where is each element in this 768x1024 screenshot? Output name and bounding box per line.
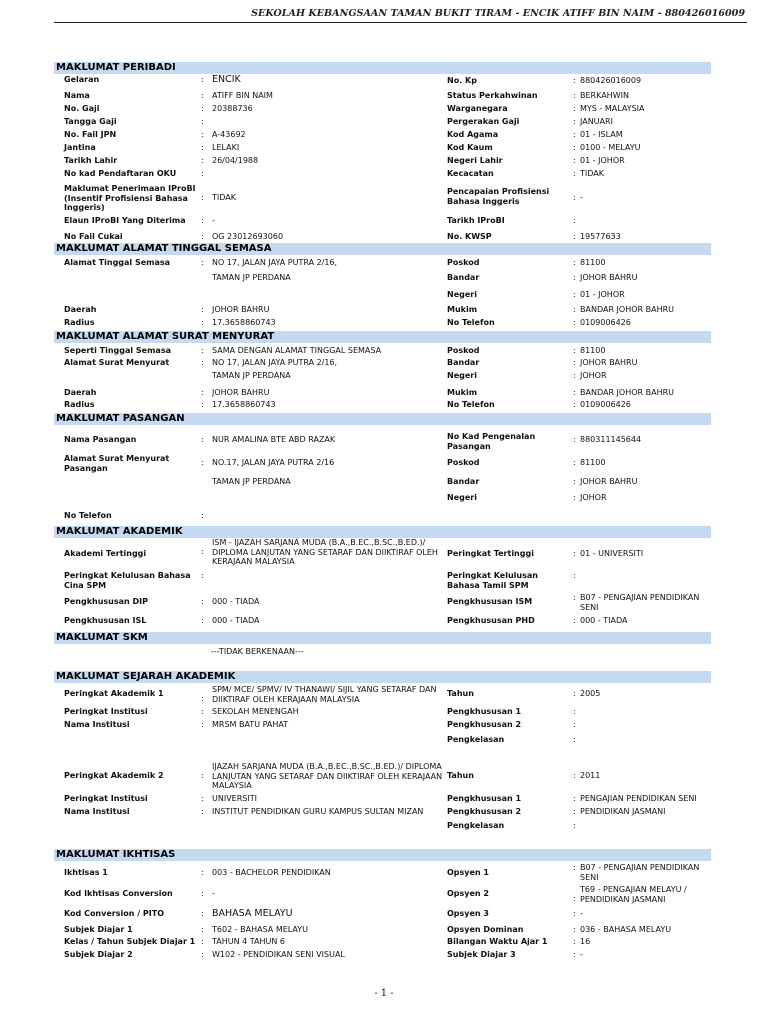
field-label: Warganegara (447, 104, 508, 113)
field-label: No. Kp (447, 76, 477, 85)
field-label: Kod Conversion / PITO (64, 909, 164, 918)
field-label: Daerah (64, 305, 97, 314)
field-value: 000 - TIADA (212, 597, 260, 606)
field-value: BAHASA MELAYU (212, 908, 293, 919)
field-colon: : (573, 318, 576, 327)
field-value: NUR AMALINA BTE ABD RAZAK (212, 435, 336, 444)
field-colon: : (201, 388, 204, 397)
field-value: JOHOR (580, 371, 607, 380)
field-value: UNIVERSITI (212, 794, 257, 803)
field-label: No. KWSP (447, 232, 492, 241)
field-label: Kod Agama (447, 130, 499, 139)
field-colon: : (573, 290, 576, 299)
field-value: 880426016009 (580, 76, 642, 85)
field-colon: : (201, 925, 204, 934)
section-skm: MAKLUMAT SKM (54, 632, 711, 644)
field-value: JOHOR BAHRU (580, 358, 638, 367)
field-colon: : (201, 868, 204, 877)
field-value: 81100 (580, 458, 606, 467)
field-label: Pengkhususan 1 (447, 707, 522, 716)
field-label: Radius (64, 318, 95, 327)
field-value: 0109006426 (580, 400, 631, 409)
field-value: 2005 (580, 689, 601, 698)
field-value: 19577633 (580, 232, 621, 241)
field-value: W102 - PENDIDIKAN SENI VISUAL (212, 950, 345, 959)
field-label: Bandar (447, 358, 480, 367)
field-colon: : (201, 889, 204, 898)
field-colon: : (201, 400, 204, 409)
field-label: No. Fail JPN (64, 130, 117, 139)
field-label: Alamat Surat Menyurat Pasangan (64, 454, 170, 473)
field-value: - (580, 909, 583, 918)
field-value: - (212, 889, 215, 898)
field-value: A-43692 (212, 130, 246, 139)
section-ikhtisas: MAKLUMAT IKHTISAS (54, 849, 711, 861)
field-label: Daerah (64, 388, 97, 397)
field-value: 81100 (580, 346, 606, 355)
field-label: Subjek Diajar 1 (64, 925, 133, 934)
field-value: MYS - MALAYSIA (580, 104, 645, 113)
section-akademik: MAKLUMAT AKADEMIK (54, 526, 711, 538)
field-label: Nama Pasangan (64, 435, 137, 444)
field-value: 0100 - MELAYU (580, 143, 641, 152)
field-colon: : (573, 143, 576, 152)
field-label: Peringkat Akademik 2 (64, 771, 164, 780)
field-label: Jantina (64, 143, 96, 152)
field-colon: : (201, 707, 204, 716)
field-colon: : (201, 547, 204, 556)
field-label: No Telefon (447, 318, 495, 327)
field-label: Pengkhususan 2 (447, 807, 522, 816)
field-value: INSTITUT PENDIDIKAN GURU KAMPUS SULTAN MIZAN (212, 807, 424, 816)
field-colon: : (573, 937, 576, 946)
field-label: Poskod (447, 458, 480, 467)
field-value: ISM - IJAZAH SARJANA MUDA (B.A.,B.EC.,B.SC.,B.ED.)/ DIPLOMA LANJUTAN YANG SETARAF DAN DIIKTIRAF OLEH KERAJAAN MALAYSIA (212, 538, 438, 566)
field-value: JOHOR (580, 493, 607, 502)
field-colon: : (201, 232, 204, 241)
field-colon: : (573, 193, 576, 202)
field-label: Tarikh Lahir (64, 156, 118, 165)
field-label: Poskod (447, 258, 480, 267)
field-value: TAHUN 4 TAHUN 6 (212, 937, 285, 946)
field-label: Opsyen Dominan (447, 925, 524, 934)
field-colon: : (573, 305, 576, 314)
field-value: 16 (580, 937, 591, 946)
field-colon: : (573, 435, 576, 444)
field-colon: : (201, 104, 204, 113)
field-label: Peringkat Kelulusan Bahasa Cina SPM (64, 571, 191, 590)
field-value: ATIFF BIN NAIM (212, 91, 273, 100)
field-label: Tahun (447, 689, 474, 698)
field-colon: : (201, 75, 204, 84)
field-colon: : (201, 169, 204, 178)
field-value: T69 - PENGAJIAN MELAYU / PENDIDIKAN JASMANI (580, 885, 687, 904)
field-colon: : (201, 258, 204, 267)
field-value: TAMAN JP PERDANA (212, 477, 291, 486)
field-colon: : (573, 273, 576, 282)
field-label: Radius (64, 400, 95, 409)
field-value: 036 - BAHASA MELAYU (580, 925, 672, 934)
field-label: Bandar (447, 477, 480, 486)
field-label: No kad Pendaftaran OKU (64, 169, 177, 178)
field-label: Nama (64, 91, 90, 100)
field-value: PENGAJIAN PENDIDIKAN SENI (580, 794, 697, 803)
field-value: BANDAR JOHOR BAHRU (580, 388, 674, 397)
field-colon: : (573, 863, 576, 872)
field-value: 01 - ISLAM (580, 130, 623, 139)
field-colon: : (573, 821, 576, 830)
field-value: - (580, 193, 583, 202)
field-colon: : (573, 593, 576, 602)
field-colon: : (201, 193, 204, 202)
section-pasangan: MAKLUMAT PASANGAN (54, 413, 711, 425)
field-colon: : (573, 117, 576, 126)
field-value: PENDIDIKAN JASMANI (580, 807, 666, 816)
field-colon: : (201, 909, 204, 918)
field-colon: : (573, 571, 576, 580)
field-label: Subjek Diajar 3 (447, 950, 516, 959)
field-colon: : (573, 477, 576, 486)
field-label: Tarikh IProBI (447, 216, 505, 225)
section-alamat-surat: MAKLUMAT ALAMAT SURAT MENYURAT (54, 331, 711, 343)
field-label: Alamat Surat Menyurat (64, 358, 170, 367)
field-label: Bandar (447, 273, 480, 282)
field-label: Opsyen 3 (447, 909, 489, 918)
section-sejarah-akademik: MAKLUMAT SEJARAH AKADEMIK (54, 671, 711, 683)
field-label: Kod Kaum (447, 143, 493, 152)
field-label: No Fail Cukai (64, 232, 123, 241)
field-value: 01 - JOHOR (580, 290, 625, 299)
field-value: - (212, 216, 215, 225)
field-colon: : (573, 130, 576, 139)
field-colon: : (573, 493, 576, 502)
field-label: Akademi Tertinggi (64, 549, 147, 558)
field-colon: : (201, 318, 204, 327)
field-label: Poskod (447, 346, 480, 355)
field-colon: : (573, 358, 576, 367)
field-colon: : (573, 216, 576, 225)
field-label: Negeri Lahir (447, 156, 503, 165)
field-value: SEKOLAH MENENGAH (212, 707, 299, 716)
field-colon: : (573, 735, 576, 744)
field-value: SAMA DENGAN ALAMAT TINGGAL SEMASA (212, 346, 382, 355)
skm-value: ---TIDAK BERKENAAN--- (211, 647, 304, 656)
field-value: MRSM BATU PAHAT (212, 720, 289, 729)
field-label: Pengkhususan DIP (64, 597, 148, 606)
field-label: Pengkhususan ISL (64, 616, 147, 625)
field-colon: : (201, 216, 204, 225)
field-label: No Telefon (64, 511, 112, 520)
field-value: BANDAR JOHOR BAHRU (580, 305, 674, 314)
field-colon: : (201, 950, 204, 959)
field-label: Pengkhususan 2 (447, 720, 522, 729)
field-value: 01 - JOHOR (580, 156, 625, 165)
field-label: Pengkelasan (447, 821, 505, 830)
field-value: JOHOR BAHRU (580, 477, 638, 486)
field-label: Negeri (447, 493, 477, 502)
field-value: 01 - UNIVERSITI (580, 549, 644, 558)
field-colon: : (573, 458, 576, 467)
field-value: 000 - TIADA (580, 616, 628, 625)
field-value: SPM/ MCE/ SPMV/ IV THANAWI/ SIJIL YANG SETARAF DAN DIIKTIRAF OLEH KERAJAAN MALAYSIA (212, 685, 437, 704)
field-value: TAMAN JP PERDANA (212, 273, 291, 282)
field-colon: : (201, 91, 204, 100)
field-label: Subjek Diajar 2 (64, 950, 133, 959)
field-label: Pengkhususan 1 (447, 794, 522, 803)
field-label: Nama Institusi (64, 807, 130, 816)
field-value: B07 - PENGAJIAN PENDIDIKAN SENI (580, 863, 700, 882)
field-label: Negeri (447, 290, 477, 299)
field-label: Peringkat Institusi (64, 707, 148, 716)
field-colon: : (573, 549, 576, 558)
field-label: Maklumat Penerimaan IProBI (Insentif Profisiensi Bahasa Inggeris) (64, 184, 196, 212)
field-value: BERKAHWIN (580, 91, 629, 100)
header-rule (54, 22, 747, 23)
field-label: Tahun (447, 771, 474, 780)
field-label: Seperti Tinggal Semasa (64, 346, 171, 355)
field-colon: : (201, 616, 204, 625)
field-label: Mukim (447, 388, 478, 397)
field-colon: : (201, 694, 204, 703)
field-label: Peringkat Institusi (64, 794, 148, 803)
field-value: NO 17, JALAN JAYA PUTRA 2/16, (212, 258, 338, 267)
field-label: No. Gaji (64, 104, 100, 113)
field-colon: : (573, 91, 576, 100)
field-label: Negeri (447, 371, 477, 380)
field-colon: : (573, 388, 576, 397)
field-colon: : (573, 371, 576, 380)
field-value: OG 23012693060 (212, 232, 284, 241)
field-colon: : (573, 258, 576, 267)
field-value: T602 - BAHASA MELAYU (212, 925, 309, 934)
field-colon: : (573, 794, 576, 803)
field-value: NO.17, JALAN JAYA PUTRA 2/16 (212, 458, 335, 467)
field-value: JANUARI (580, 117, 613, 126)
field-label: Pengkhususan ISM (447, 597, 533, 606)
field-colon: : (201, 720, 204, 729)
field-value: B07 - PENGAJIAN PENDIDIKAN SENI (580, 593, 700, 612)
field-colon: : (201, 937, 204, 946)
field-label: Mukim (447, 305, 478, 314)
section-alamat-tinggal: MAKLUMAT ALAMAT TINGGAL SEMASA (54, 243, 711, 255)
field-value: 0109006426 (580, 318, 631, 327)
cutoff-row (447, 962, 557, 966)
field-label: Opsyen 2 (447, 889, 489, 898)
field-colon: : (201, 511, 204, 520)
field-value: NO 17, JALAN JAYA PUTRA 2/16, (212, 358, 338, 367)
field-value: LELAKI (212, 143, 240, 152)
field-label: Pengkelasan (447, 735, 505, 744)
field-colon: : (573, 76, 576, 85)
field-colon: : (201, 143, 204, 152)
field-label: Pergerakan Gaji (447, 117, 520, 126)
field-label: Kod Ikhtisas Conversion (64, 889, 173, 898)
field-colon: : (201, 571, 204, 580)
field-colon: : (573, 720, 576, 729)
field-label: Peringkat Kelulusan Bahasa Tamil SPM (447, 571, 538, 590)
field-colon: : (573, 925, 576, 934)
field-value: IJAZAH SARJANA MUDA (B.A.,B.EC.,B.SC.,B.ED.)/ DIPLOMA LANJUTAN YANG SETARAF DAN DIIKTIRAF OLEH KERAJAAN MALAYSIA (212, 762, 443, 790)
field-value: 26/04/1988 (212, 156, 259, 165)
field-colon: : (201, 597, 204, 606)
field-label: Peringkat Tertinggi (447, 549, 534, 558)
field-label: No Telefon (447, 400, 495, 409)
field-colon: : (201, 130, 204, 139)
field-label: Kelas / Tahun Subjek Diajar 1 (64, 937, 196, 946)
field-label: Pencapaian Profisiensi Bahasa Inggeris (447, 187, 550, 206)
field-colon: : (573, 232, 576, 241)
field-label: Status Perkahwinan (447, 91, 538, 100)
field-value: 003 - BACHELOR PENDIDIKAN (212, 868, 331, 877)
field-colon: : (573, 616, 576, 625)
field-value: JOHOR BAHRU (212, 388, 270, 397)
field-label: Bilangan Waktu Ajar 1 (447, 937, 548, 946)
field-colon: : (573, 894, 576, 903)
field-value: 880311145644 (580, 435, 642, 444)
field-value: JOHOR BAHRU (212, 305, 270, 314)
field-colon: : (573, 689, 576, 698)
field-label: Pengkhususan PHD (447, 616, 535, 625)
field-label: Kecacatan (447, 169, 494, 178)
field-value: JOHOR BAHRU (580, 273, 638, 282)
field-value: 000 - TIADA (212, 616, 260, 625)
field-value: TIDAK (212, 193, 236, 202)
document-header-title: SEKOLAH KEBANGSAAN TAMAN BUKIT TIRAM - ENCIK ATIFF BIN NAIM - 880426016009 (251, 8, 745, 19)
field-colon: : (573, 346, 576, 355)
field-colon: : (573, 169, 576, 178)
field-value: 81100 (580, 258, 606, 267)
field-value: TIDAK (580, 169, 604, 178)
field-colon: : (573, 104, 576, 113)
field-colon: : (201, 117, 204, 126)
field-value: 20388736 (212, 104, 253, 113)
field-label: No Kad Pengenalan Pasangan (447, 432, 536, 451)
field-label: Ikhtisas 1 (64, 868, 108, 877)
field-colon: : (573, 807, 576, 816)
field-value: ENCIK (212, 74, 241, 85)
field-label: Alamat Tinggal Semasa (64, 258, 171, 267)
field-colon: : (201, 771, 204, 780)
field-colon: : (573, 950, 576, 959)
field-value: 2011 (580, 771, 601, 780)
field-colon: : (201, 435, 204, 444)
field-colon: : (573, 707, 576, 716)
field-colon: : (573, 771, 576, 780)
section-maklumat-peribadi: MAKLUMAT PERIBADI (54, 62, 711, 74)
field-colon: : (573, 909, 576, 918)
field-colon: : (573, 156, 576, 165)
field-colon: : (201, 794, 204, 803)
field-colon: : (573, 400, 576, 409)
field-value: TAMAN JP PERDANA (212, 371, 291, 380)
field-colon: : (201, 305, 204, 314)
field-colon: : (201, 458, 204, 467)
field-label: Elaun IProBI Yang Diterima (64, 216, 186, 225)
field-colon: : (201, 807, 204, 816)
field-label: Opsyen 1 (447, 868, 489, 877)
field-colon: : (201, 358, 204, 367)
field-colon: : (201, 346, 204, 355)
field-label: Tangga Gaji (64, 117, 117, 126)
field-value: 17.3658860743 (212, 400, 276, 409)
field-label: Peringkat Akademik 1 (64, 689, 164, 698)
field-value: - (580, 950, 583, 959)
page-number: - 1 - (374, 988, 394, 999)
field-label: Gelaran (64, 75, 100, 84)
field-colon: : (201, 156, 204, 165)
field-value: 17.3658860743 (212, 318, 276, 327)
field-label: Nama Institusi (64, 720, 130, 729)
